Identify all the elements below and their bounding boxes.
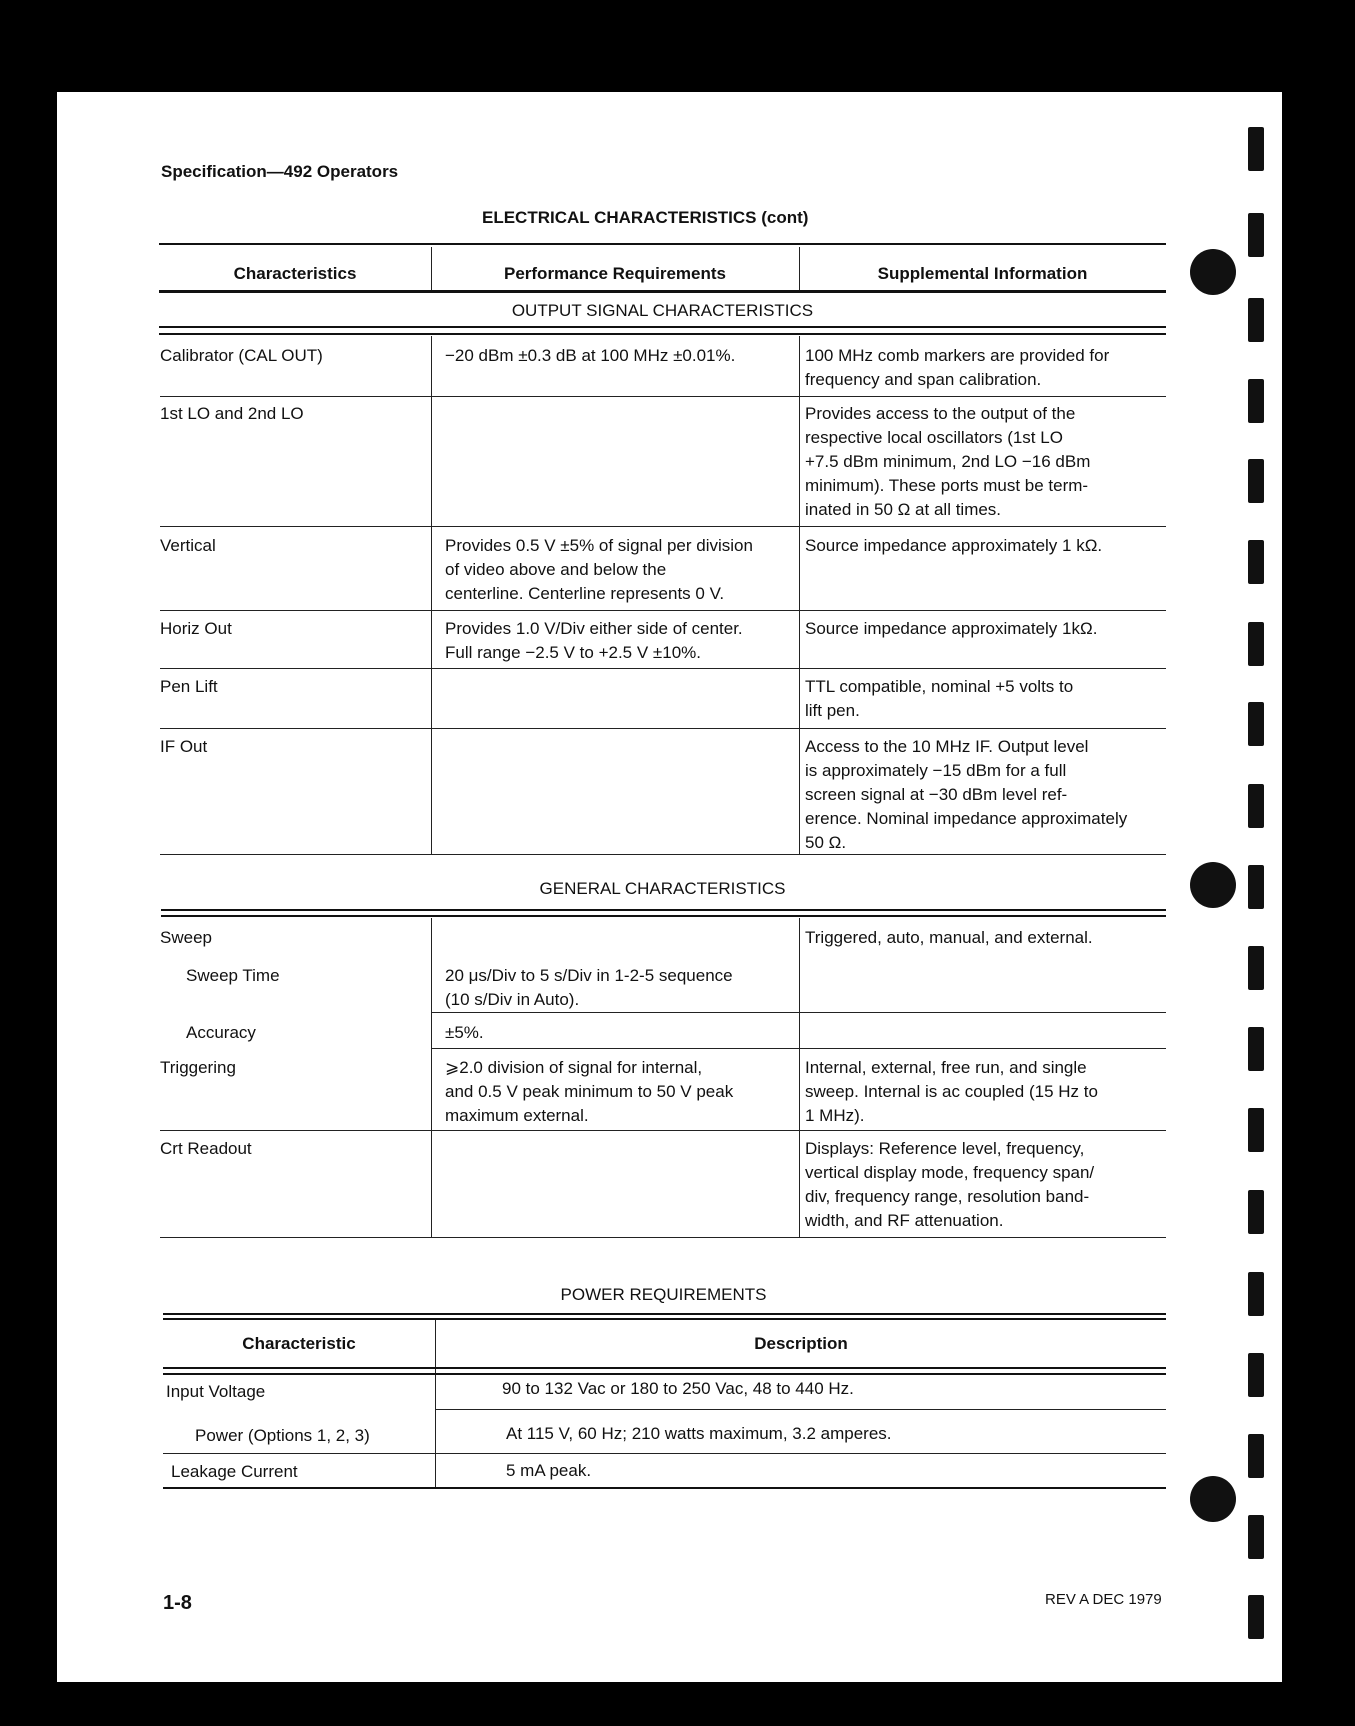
table-cell-characteristic: Power (Options 1, 2, 3) [195, 1426, 370, 1445]
table1-col-divider [799, 336, 800, 396]
table1-col-divider [799, 667, 800, 728]
table-cell-supplemental: Source impedance approximately 1 kΩ. [805, 536, 1103, 555]
table-cell-supplemental: 50 Ω. [805, 833, 847, 852]
table-cell-description: 90 to 132 Vac or 180 to 250 Vac, 48 to 440 Hz. [502, 1379, 854, 1398]
binder-tab [1248, 1353, 1264, 1397]
table-cell-performance: Provides 0.5 V ±5% of signal per division [445, 536, 753, 555]
table-cell-characteristic: Horiz Out [160, 619, 232, 638]
binder-tab [1248, 622, 1264, 666]
table-cell-supplemental: frequency and span calibration. [805, 370, 1042, 389]
table1-col-divider [431, 394, 432, 526]
running-head: Specification—492 Operators [161, 162, 399, 181]
table-cell-supplemental: vertical display mode, frequency span/ [805, 1163, 1095, 1182]
table-cell-supplemental: Access to the 10 MHz IF. Output level [805, 737, 1089, 756]
binder-tab [1248, 865, 1264, 909]
table-cell-characteristic: Leakage Current [171, 1462, 298, 1481]
binder-tab [1248, 946, 1264, 990]
table1-row-rule [160, 610, 1166, 611]
section-rule [159, 333, 1166, 335]
table1-row-rule [160, 396, 1166, 397]
table2-row-rule [435, 1409, 1166, 1410]
table-cell-performance: ±5%. [445, 1023, 484, 1042]
page-number: 1-8 [163, 1592, 192, 1614]
table1-row-rule [160, 728, 1166, 729]
binder-tab [1248, 213, 1264, 257]
table1-col-divider [431, 336, 432, 396]
binder-hole [1190, 862, 1236, 908]
binder-tab [1248, 127, 1264, 171]
table1-col-divider [431, 956, 432, 1012]
table-cell-characteristic: IF Out [160, 737, 208, 756]
table-cell-supplemental: width, and RF attenuation. [805, 1211, 1004, 1230]
table-cell-characteristic: Accuracy [186, 1023, 256, 1042]
table-cell-supplemental: sweep. Internal is ac coupled (15 Hz to [805, 1082, 1098, 1101]
table2-row-rule [163, 1453, 1166, 1454]
table-cell-performance: maximum external. [445, 1106, 589, 1125]
table-cell-supplemental: Triggered, auto, manual, and external. [805, 928, 1093, 947]
section-output-signal: OUTPUT SIGNAL CHARACTERISTICS [511, 301, 814, 320]
table1-col-divider [799, 956, 800, 1012]
table1-header-rule [159, 290, 1166, 293]
table-cell-performance: Full range −2.5 V to +2.5 V ±10%. [445, 643, 701, 662]
table-cell-characteristic: Sweep Time [186, 966, 280, 985]
table-cell-supplemental: +7.5 dBm minimum, 2nd LO −16 dBm [805, 452, 1091, 471]
table2-header-description: Description [754, 1334, 848, 1353]
section-general: GENERAL CHARACTERISTICS [539, 879, 786, 898]
table-cell-performance: −20 dBm ±0.3 dB at 100 MHz ±0.01%. [445, 346, 736, 365]
table-cell-supplemental: screen signal at −30 dBm level ref- [805, 785, 1068, 804]
table-cell-performance: of video above and below the [445, 560, 667, 579]
table-cell-characteristic: Vertical [160, 536, 216, 555]
table2-bottom-rule [163, 1487, 1166, 1489]
table-cell-supplemental: 100 MHz comb markers are provided for [805, 346, 1110, 365]
table-cell-supplemental: respective local oscillators (1st LO [805, 428, 1063, 447]
table1-col-divider [431, 1129, 432, 1237]
table-cell-characteristic: Sweep [160, 928, 212, 947]
table1-top-rule [159, 243, 1166, 245]
page-title: ELECTRICAL CHARACTERISTICS (cont) [482, 208, 809, 227]
binder-tab [1248, 298, 1264, 342]
table1-col-divider [799, 1129, 800, 1237]
table-cell-performance: ⩾2.0 division of signal for internal, [445, 1058, 703, 1077]
table1-header-supplemental: Supplemental Information [877, 264, 1088, 283]
table1-col-divider [431, 667, 432, 728]
table2-top-rule [163, 1313, 1166, 1315]
table1-col-divider [799, 1013, 800, 1048]
table1-col-divider [431, 727, 432, 854]
table1-header-performance: Performance Requirements [503, 264, 727, 283]
table-cell-supplemental: Source impedance approximately 1kΩ. [805, 619, 1098, 638]
table-cell-characteristic: Crt Readout [160, 1139, 252, 1158]
table1-col-divider [431, 1013, 432, 1048]
table-cell-supplemental: inated in 50 Ω at all times. [805, 500, 1002, 519]
binder-tab [1248, 540, 1264, 584]
table1-col-divider [799, 727, 800, 854]
binder-tab [1248, 1434, 1264, 1478]
table-cell-characteristic: Calibrator (CAL OUT) [160, 346, 323, 365]
table1-col-divider [799, 1048, 800, 1130]
table2-header-rule [163, 1367, 1166, 1369]
table1-header-characteristics: Characteristics [233, 264, 357, 283]
table-cell-performance: Provides 1.0 V/Div either side of center. [445, 619, 743, 638]
table-cell-performance: centerline. Centerline represents 0 V. [445, 584, 725, 603]
table-cell-supplemental: minimum). These ports must be term- [805, 476, 1089, 495]
table1-row-rule [160, 668, 1166, 669]
section-rule [159, 326, 1166, 328]
table1-col-divider [431, 526, 432, 610]
binder-tab [1248, 379, 1264, 423]
table-cell-description: 5 mA peak. [506, 1461, 592, 1480]
section-rule [161, 909, 1166, 911]
table2-header-rule [163, 1373, 1166, 1375]
binder-tab [1248, 784, 1264, 828]
binder-tab [1248, 459, 1264, 503]
table-cell-characteristic: Input Voltage [166, 1382, 266, 1401]
table1-row-rule [160, 526, 1166, 527]
table1-col-divider [799, 918, 800, 960]
table-cell-supplemental: div, frequency range, resolution band- [805, 1187, 1090, 1206]
binder-tab [1248, 1108, 1264, 1152]
binder-hole [1190, 249, 1236, 295]
table-cell-supplemental: erence. Nominal impedance approximately [805, 809, 1128, 828]
table1-col-divider [799, 526, 800, 610]
table1-col-divider [799, 394, 800, 526]
table-cell-characteristic: Triggering [160, 1058, 236, 1077]
binder-tab [1248, 1190, 1264, 1234]
table-cell-supplemental: Provides access to the output of the [805, 404, 1076, 423]
table1-col-divider [431, 609, 432, 668]
table1-row-rule [160, 854, 1166, 855]
binder-tab [1248, 1515, 1264, 1559]
table-cell-characteristic: Pen Lift [160, 677, 218, 696]
binder-tab [1248, 1027, 1264, 1071]
binder-hole [1190, 1476, 1236, 1522]
table1-row-rule [160, 1237, 1166, 1238]
table-cell-performance: and 0.5 V peak minimum to 50 V peak [445, 1082, 734, 1101]
table-cell-performance: (10 s/Div in Auto). [445, 990, 580, 1009]
table1-col-divider [431, 1048, 432, 1130]
power-requirements-title: POWER REQUIREMENTS [560, 1285, 767, 1304]
table-cell-supplemental: 1 MHz). [805, 1106, 865, 1125]
table2-header-characteristic: Characteristic [242, 1334, 356, 1353]
table1-col-divider [431, 918, 432, 960]
table-cell-characteristic: 1st LO and 2nd LO [160, 404, 304, 423]
section-rule [161, 915, 1166, 917]
revision-date: REV A DEC 1979 [1045, 1591, 1162, 1608]
table-cell-supplemental: TTL compatible, nominal +5 volts to [805, 677, 1074, 696]
table1-col-divider [799, 609, 800, 668]
table-cell-performance: 20 μs/Div to 5 s/Div in 1-2-5 sequence [445, 966, 733, 985]
table-cell-description: At 115 V, 60 Hz; 210 watts maximum, 3.2 amperes. [506, 1424, 892, 1443]
table-cell-supplemental: Displays: Reference level, frequency, [805, 1139, 1085, 1158]
table2-top-rule [163, 1318, 1166, 1320]
table1-row-rule [160, 1130, 1166, 1131]
table-cell-supplemental: is approximately −15 dBm for a full [805, 761, 1067, 780]
table-cell-supplemental: Internal, external, free run, and single [805, 1058, 1087, 1077]
binder-tab [1248, 702, 1264, 746]
binder-tab [1248, 1272, 1264, 1316]
table-cell-supplemental: lift pen. [805, 701, 860, 720]
binder-tab [1248, 1595, 1264, 1639]
